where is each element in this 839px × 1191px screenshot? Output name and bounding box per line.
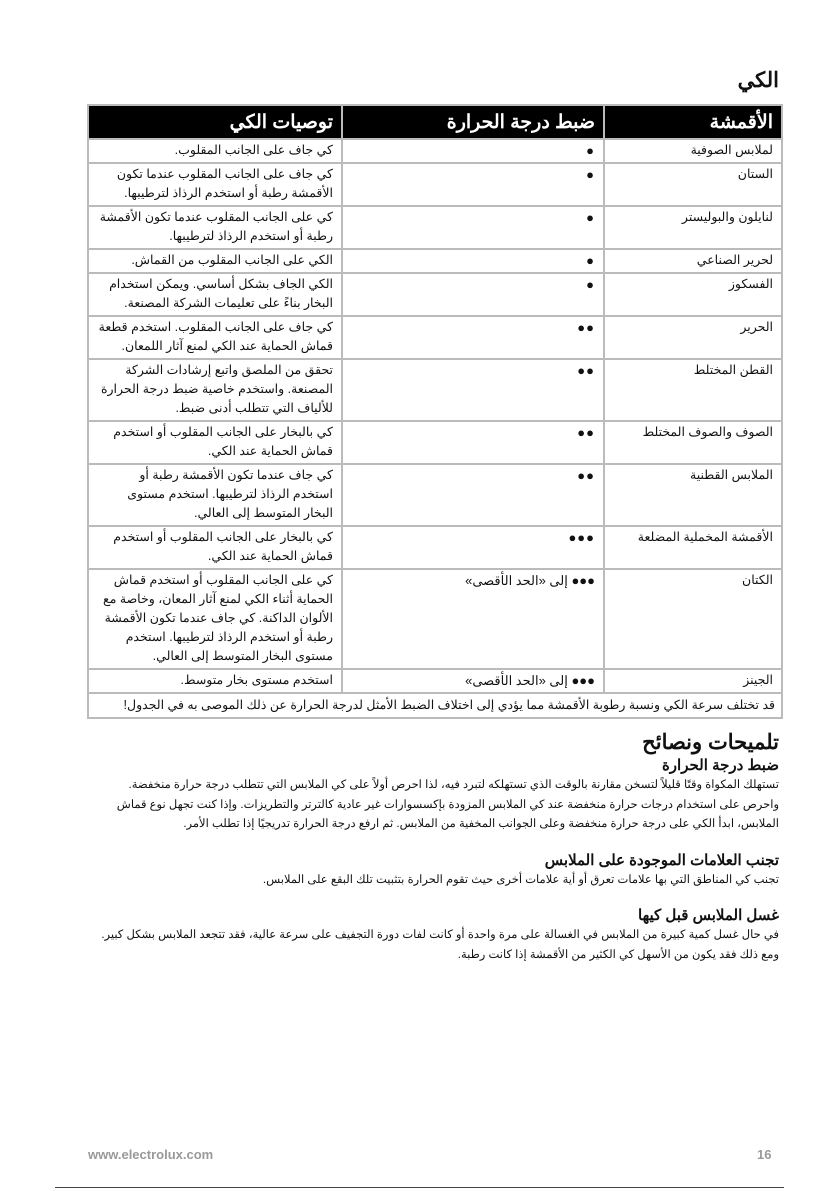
recommendation-cell: كي جاف على الجانب المقلوب. استخدم قطعة قماش الحماية عند الكي لمنع آثار اللمعان. xyxy=(88,316,342,359)
tip-title: تجنب العلامات الموجودة على الملابس xyxy=(544,851,779,869)
tip-text: في حال غسل كمية كبيرة من الملابس في الغسالة على مرة واحدة أو كانت لفات دورة التجفيف على سرعة عالية، فقد تتجعد الملابس بشكل كبير. xyxy=(101,929,779,941)
temperature-cell: ● xyxy=(342,206,604,249)
fabric-cell: الكتان xyxy=(604,569,782,669)
table-row xyxy=(88,206,782,249)
table-row xyxy=(88,163,782,206)
table-row xyxy=(88,316,782,359)
table-note-row xyxy=(88,693,782,718)
table-row xyxy=(88,273,782,316)
fabric-cell: الصوف والصوف المختلط xyxy=(604,421,782,464)
recommendation-cell: كي على الجانب المقلوب أو استخدم قماش الحماية أثناء الكي لمنع آثار المعان، وخاصة مع الألوان الداكنة. كي جاف عندما تكون الأقمشة رطبة أو استخدم الرذاذ لترطيبها. استخدم مستوى البخار المتوسط إلى العالي. xyxy=(88,569,342,669)
table-row xyxy=(88,421,782,464)
fabric-cell: الجينز xyxy=(604,669,782,693)
table-row xyxy=(88,464,782,526)
tip-text: الملابس، ابدأ الكي على درجة حرارة منخفضة وعلى الجوانب المخفية من الملابس. ثم ارفع درجة الحرارة تدريجيًا إذا تطلب الأمر. xyxy=(183,818,779,830)
temperature-cell: ●● xyxy=(342,464,604,526)
temperature-cell: ● xyxy=(342,273,604,316)
ironing-table xyxy=(87,104,783,719)
table-note: قد تختلف سرعة الكي ونسبة رطوبة الأقمشة مما يؤدي إلى اختلاف الضبط الأمثل لدرجة الحرارة عن ذلك الموصى به في الجدول! xyxy=(88,693,782,718)
recommendation-cell: الكي على الجانب المقلوب من القماش. xyxy=(88,249,342,273)
recommendation-cell: تحقق من الملصق واتبع إرشادات الشركة المصنعة. واستخدم خاصية ضبط درجة الحرارة للألياف التي تتطلب أدنى ضبط. xyxy=(88,359,342,421)
recommendation-cell: كي جاف عندما تكون الأقمشة رطبة أو استخدم الرذاذ لترطيبها. استخدم مستوى البخار المتوسط إلى العالي. xyxy=(88,464,342,526)
recommendation-cell: كي بالبخار على الجانب المقلوب أو استخدم قماش الحماية عند الكي. xyxy=(88,526,342,569)
footer-divider xyxy=(55,1187,784,1188)
temperature-cell: ●●● إلى «الحد الأقصى» xyxy=(342,669,604,693)
temperature-cell: ●● xyxy=(342,316,604,359)
tip-title: ضبط درجة الحرارة xyxy=(661,757,779,774)
recommendation-cell: الكي الجاف بشكل أساسي. ويمكن استخدام البخار بناءً على تعليمات الشركة المصنعة. xyxy=(88,273,342,316)
footer-url: www.electrolux.com xyxy=(88,1147,214,1162)
fabric-cell: الحرير xyxy=(604,316,782,359)
header-recommendations: توصيات الكي xyxy=(88,105,342,139)
table-row xyxy=(88,359,782,421)
tips-section xyxy=(55,730,779,965)
recommendation-cell: كي بالبخار على الجانب المقلوب أو استخدم قماش الحماية عند الكي. xyxy=(88,421,342,464)
temperature-cell: ●●● إلى «الحد الأقصى» xyxy=(342,569,604,669)
fabric-cell: الفسكوز xyxy=(604,273,782,316)
section-title: الكي xyxy=(737,69,779,92)
recommendation-cell: كي على الجانب المقلوب عندما تكون الأقمشة رطبة أو استخدم الرذاذ لترطيبها. xyxy=(88,206,342,249)
fabric-cell: الستان xyxy=(604,163,782,206)
table-header-row xyxy=(88,105,782,139)
fabric-cell: لنايلون والبوليستر xyxy=(604,206,782,249)
tips-heading: تلميحات ونصائح xyxy=(642,731,779,754)
header-fabrics: الأقمشة xyxy=(604,105,782,139)
recommendation-cell: استخدم مستوى بخار متوسط. xyxy=(88,669,342,693)
temperature-cell: ●● xyxy=(342,421,604,464)
table-row xyxy=(88,669,782,693)
recommendation-cell: كي جاف على الجانب المقلوب عندما تكون الأقمشة رطبة أو استخدم الرذاذ لترطيبها. xyxy=(88,163,342,206)
fabric-cell: القطن المختلط xyxy=(604,359,782,421)
table-row xyxy=(88,526,782,569)
temperature-cell: ● xyxy=(342,139,604,163)
recommendation-cell: كي جاف على الجانب المقلوب. xyxy=(88,139,342,163)
table-row xyxy=(88,139,782,163)
tip-text: تجنب كي المناطق التي بها علامات تعرق أو أية علامات أخرى حيث تقوم الحرارة بتثبيت تلك البقع على الملابس. xyxy=(262,873,779,886)
fabric-cell: الأقمشة المخملية المضلعة xyxy=(604,526,782,569)
tip-text: واحرص على استخدام درجات حرارة منخفضة عند كي الملابس المزودة بإكسسوارات غير عادية كالترتر والتطريزات. وإذا كنت تجهل نوع قماش xyxy=(116,798,779,811)
header-temperature: ضبط درجة الحرارة xyxy=(342,105,604,139)
page-number: 16 xyxy=(757,1147,772,1162)
temperature-cell: ● xyxy=(342,163,604,206)
temperature-cell: ● xyxy=(342,249,604,273)
fabric-cell: الملابس القطنية xyxy=(604,464,782,526)
tip-text: تستهلك المكواة وقتًا قليلاً لتسخن مقارنة بالوقت الذي تستهلكه لتبرد فيه، لذا احرص أولاً على كي الملابس التي تتطلب درجة حرارة منخفضة. xyxy=(128,779,779,791)
table-row xyxy=(88,569,782,669)
fabric-cell: لملابس الصوفية xyxy=(604,139,782,163)
tip-text: ومع ذلك فقد يكون من الأسهل كي الكثير من الأقمشة إذا كانت رطبة. xyxy=(457,948,779,961)
fabric-cell: لحرير الصناعي xyxy=(604,249,782,273)
temperature-cell: ●● xyxy=(342,359,604,421)
temperature-cell: ●●● xyxy=(342,526,604,569)
tip-title: غسل الملابس قبل كيها xyxy=(638,907,779,924)
table-row xyxy=(88,249,782,273)
